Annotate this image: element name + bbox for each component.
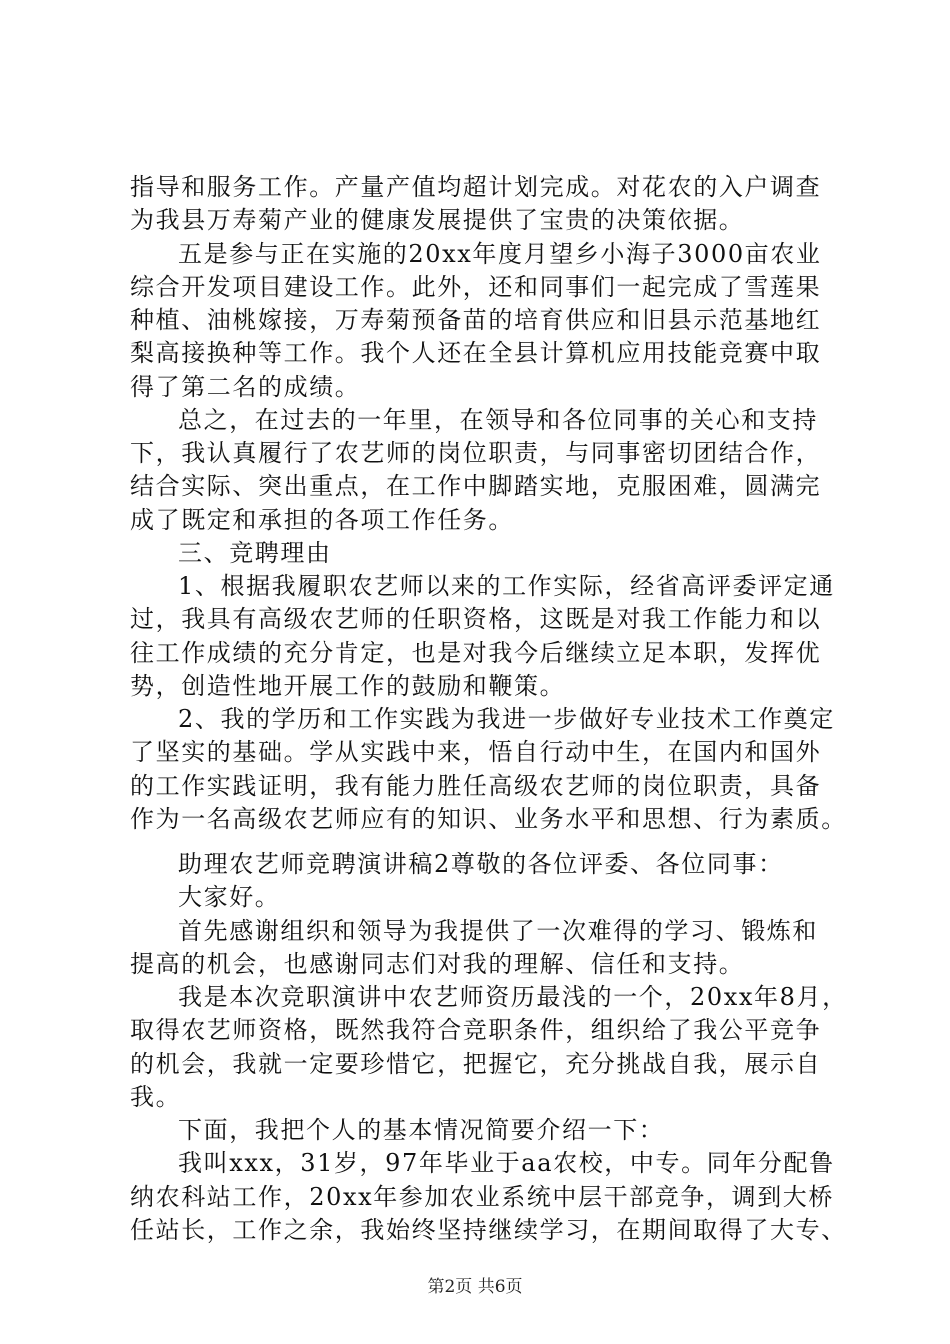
text-line: 取得农艺师资格，既然我符合竞职条件，组织给了我公平竞争 <box>130 1016 822 1044</box>
text-line: 下，我认真履行了农艺师的岗位职责，与同事密切团结合作， <box>130 439 822 467</box>
text-line: 大家好。 <box>178 883 281 911</box>
text-line: 的工作实践证明，我有能力胜任高级农艺师的岗位职责，具备 <box>130 772 822 800</box>
text-line: 纳农科站工作，20xx年参加农业系统中层干部竞争，调到大桥 <box>130 1183 835 1211</box>
text-line: 指导和服务工作。产量产值均超计划完成。对花农的入户调查 <box>130 173 822 201</box>
text-line: 的机会，我就一定要珍惜它，把握它，充分挑战自我，展示自 <box>130 1050 822 1078</box>
text-line: 2、我的学历和工作实践为我进一步做好专业技术工作奠定 <box>178 705 835 733</box>
page-footer: 第2页 共6页 <box>427 1277 523 1297</box>
text-line: 作为一名高级农艺师应有的知识、业务水平和思想、行为素质。 <box>130 805 847 833</box>
text-line: 我叫xxx，31岁，97年毕业于aa农校，中专。同年分配鲁 <box>178 1149 835 1177</box>
text-line: 下面，我把个人的基本情况简要介绍一下： <box>178 1116 665 1144</box>
text-line: 我是本次竞职演讲中农艺师资历最浅的一个，20xx年8月， <box>178 983 848 1011</box>
text-line: 结合实际、突出重点，在工作中脚踏实地，克服困难，圆满完 <box>130 472 822 500</box>
section-heading: 三、竞聘理由 <box>178 539 332 567</box>
text-line: 提高的机会，也感谢同志们对我的理解、信任和支持。 <box>130 950 745 978</box>
text-line: 往工作成绩的充分肯定，也是对我今后继续立足本职，发挥优 <box>130 639 822 667</box>
text-line: 种植、油桃嫁接，万寿菊预备苗的培育供应和旧县示范基地红 <box>130 306 822 334</box>
text-line: 得了第二名的成绩。 <box>130 373 361 401</box>
text-line: 我。 <box>130 1083 182 1111</box>
text-line: 五是参与正在实施的20xx年度月望乡小海子3000亩农业 <box>178 240 822 268</box>
text-line: 为我县万寿菊产业的健康发展提供了宝贵的决策依据。 <box>130 206 745 234</box>
text-line: 梨高接换种等工作。我个人还在全县计算机应用技能竞赛中取 <box>130 339 822 367</box>
text-line: 了坚实的基础。学从实践中来，悟自行动中生，在国内和国外 <box>130 738 822 766</box>
text-line: 总之，在过去的一年里，在领导和各位同事的关心和支持 <box>178 406 818 434</box>
text-line: 综合开发项目建设工作。此外，还和同事们一起完成了雪莲果 <box>130 273 822 301</box>
text-line: 首先感谢组织和领导为我提供了一次难得的学习、锻炼和 <box>178 917 818 945</box>
text-line: 1、根据我履职农艺师以来的工作实际，经省高评委评定通 <box>178 572 835 600</box>
speech-title: 助理农艺师竞聘演讲稿2尊敬的各位评委、各位同事： <box>178 850 784 878</box>
text-line: 成了既定和承担的各项工作任务。 <box>130 506 514 534</box>
text-line: 过，我具有高级农艺师的任职资格，这既是对我工作能力和以 <box>130 605 822 633</box>
text-line: 任站长，工作之余，我始终坚持继续学习，在期间取得了大专、 <box>130 1216 847 1244</box>
text-line: 势，创造性地开展工作的鼓励和鞭策。 <box>130 672 566 700</box>
